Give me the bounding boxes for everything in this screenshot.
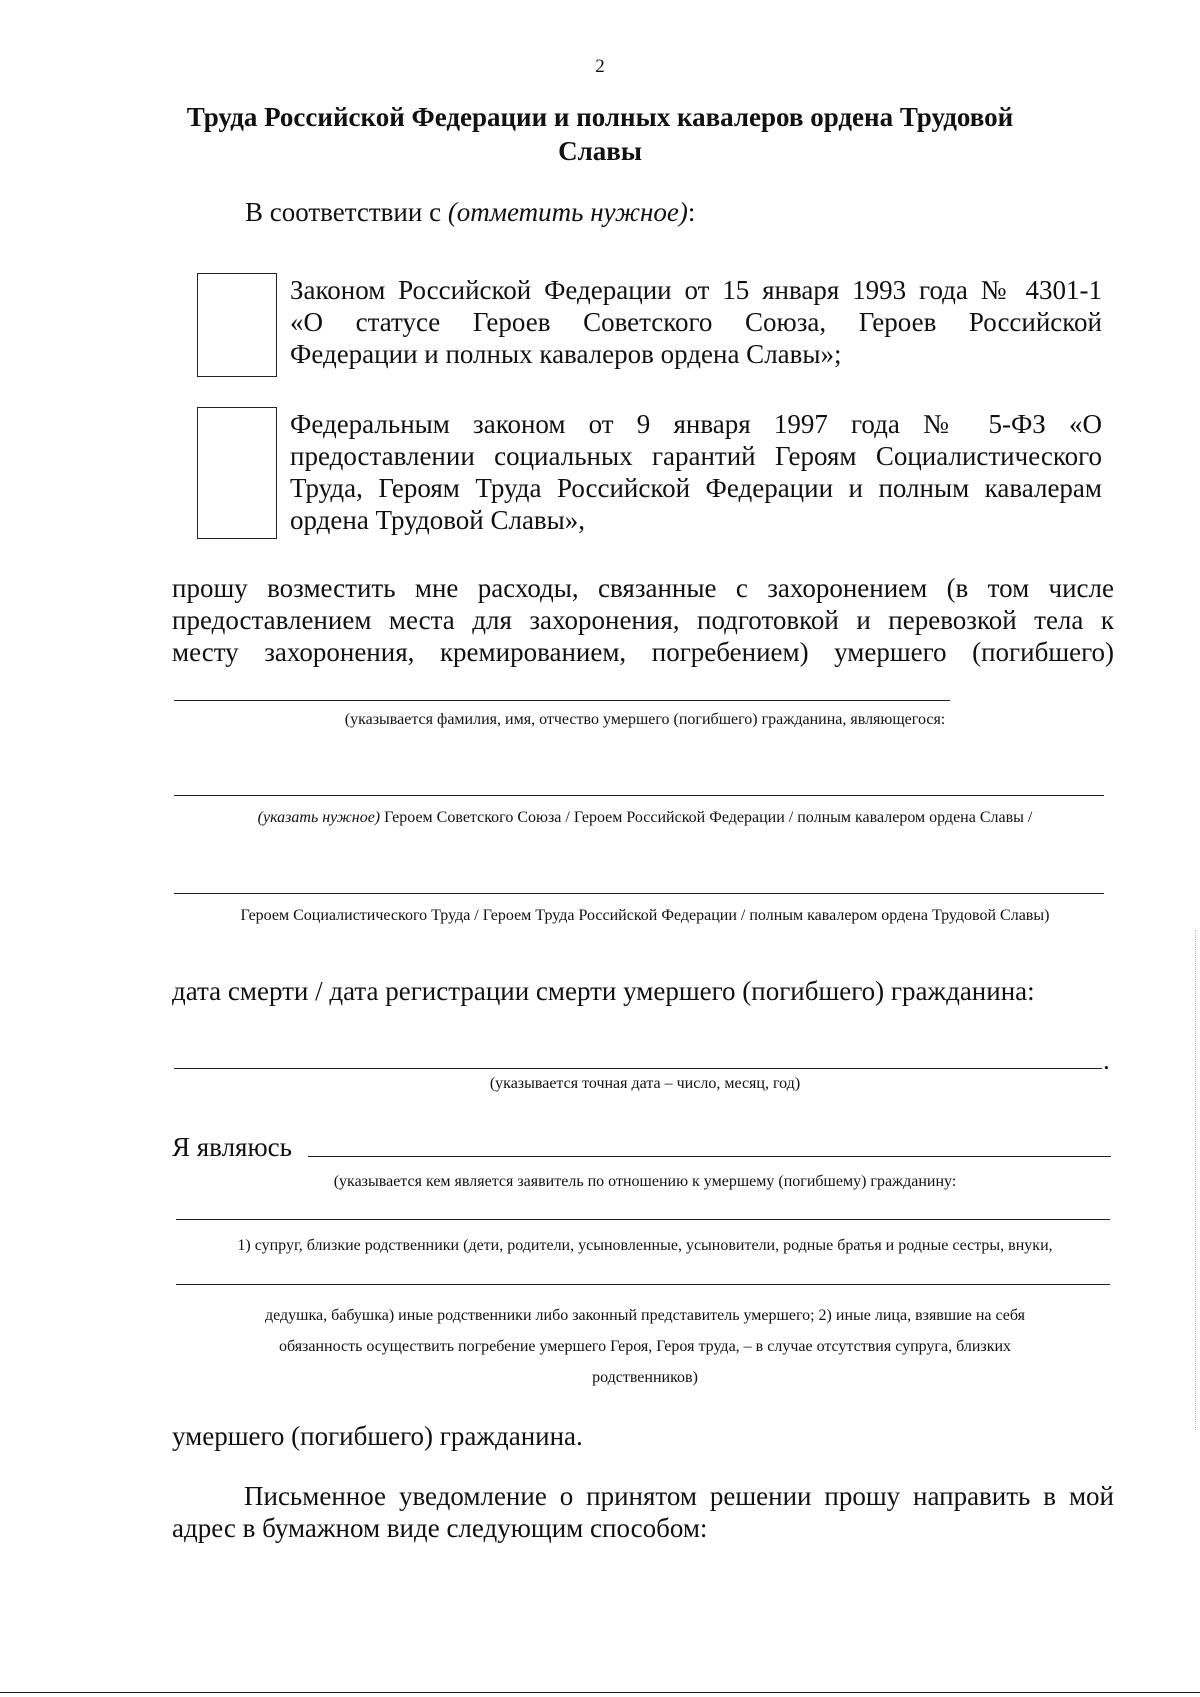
hint-status-italic: (указать нужное) [257,809,381,826]
hint-date: (указывается точная дата – число, месяц, год) [489,1075,801,1092]
deceased-citizen: умершего (погибшего) гражданина. [172,1421,583,1451]
request-line: месту захоронения, кремированием, погребением) умершего (погибшего) [172,637,1114,667]
request-paragraph [172,572,1114,668]
notification-paragraph [172,1480,1114,1544]
page-number: 2 [595,56,605,77]
option-line: Труда, Героям Труда Российской Федерации и полным кавалерам [290,473,1102,503]
hint-relation-3-line: обязанность осуществить погребение умершего Героя, Героя труда, – в случае отсутствия супруга, близких [278,1338,1012,1355]
hint-relation-3-line: дедушка, бабушка) иные родственники либо законный представитель умершего; 2) иные лица, взявшие на себя [265,1307,1025,1324]
death-date-line[interactable] [174,1068,1102,1069]
hint-relation-1: (указывается кем является заявитель по отношению к умершему (погибшему) гражданину: [333,1173,957,1190]
intro-prefix: В соответствии с [245,197,448,227]
death-date-label: дата смерти / дата регистрации смерти умершего (погибшего) гражданина: [172,976,1035,1006]
relation-line-1[interactable] [308,1156,1111,1157]
scan-edge-mark [1195,930,1198,1430]
hint-status-text: Героем Советского Союза / Героем Российской Федерации / полным кавалером ордена Славы / [380,809,1033,826]
option-law-5fz-text [290,408,1102,536]
option-line: «О статусе Героев Советского Союза, Героев Российской [290,307,1102,337]
hint-fio: (указывается фамилия, имя, отчество умершего (погибшего) гражданина, являющегося: [344,711,946,728]
deceased-name-line-1[interactable] [174,700,950,701]
option-line: ордена Трудовой Славы», [290,505,586,535]
hint-relation-3 [174,1300,1116,1393]
death-date-end: . [1103,1045,1110,1075]
hint-relation-3-line: родственников) [592,1369,698,1386]
request-line: предоставлением места для захоронения, подготовкой и перевозкой тела к [172,605,1114,635]
intro-italic: (отметить нужное) [447,197,688,227]
iam-label: Я являюсь [172,1132,292,1162]
option-line: Федерации и полных кавалеров ордена Славы»; [290,339,842,369]
relation-line-3[interactable] [176,1284,1110,1285]
option-law-4301-text [290,274,1102,370]
deceased-status-line[interactable] [174,893,1104,894]
notification-line: Письменное уведомление о принятом решении прошу направить в мой [244,1481,1114,1511]
relation-line-2[interactable] [176,1219,1110,1220]
request-line: прошу возместить мне расходы, связанные с захоронением (в том числе [172,573,1114,603]
option-line: Законом Российской Федерации от 15 января 1993 года № 4301-1 [290,275,1102,305]
hint-relation-2: 1) супруг, близкие родственники (дети, родители, усыновленные, усыновители, родные братья и родные сестры, внуки, [237,1237,1053,1254]
intro-line [245,196,695,228]
option-line: предоставлении социальных гарантий Героям Социалистического [290,441,1102,471]
intro-suffix: : [687,197,696,227]
document-title: Труда Российской Федерации и полных кавалеров ордена Трудовой Славы [186,102,1014,166]
hint-status [174,808,1116,828]
notification-line: адрес в бумажном виде следующим способом: [172,1513,708,1543]
option-law-4301-checkbox[interactable] [197,273,277,377]
deceased-name-line-2[interactable] [174,795,1104,796]
hint-status-2: Героем Социалистического Труда / Героем Труда Российской Федерации / полным кавалером ордена Трудовой Славы) [240,907,1050,924]
option-law-5fz-checkbox[interactable] [197,407,277,539]
page-bottom-border [0,1692,1200,1693]
option-line: Федеральным законом от 9 января 1997 года № 5-ФЗ «О [290,409,1102,439]
